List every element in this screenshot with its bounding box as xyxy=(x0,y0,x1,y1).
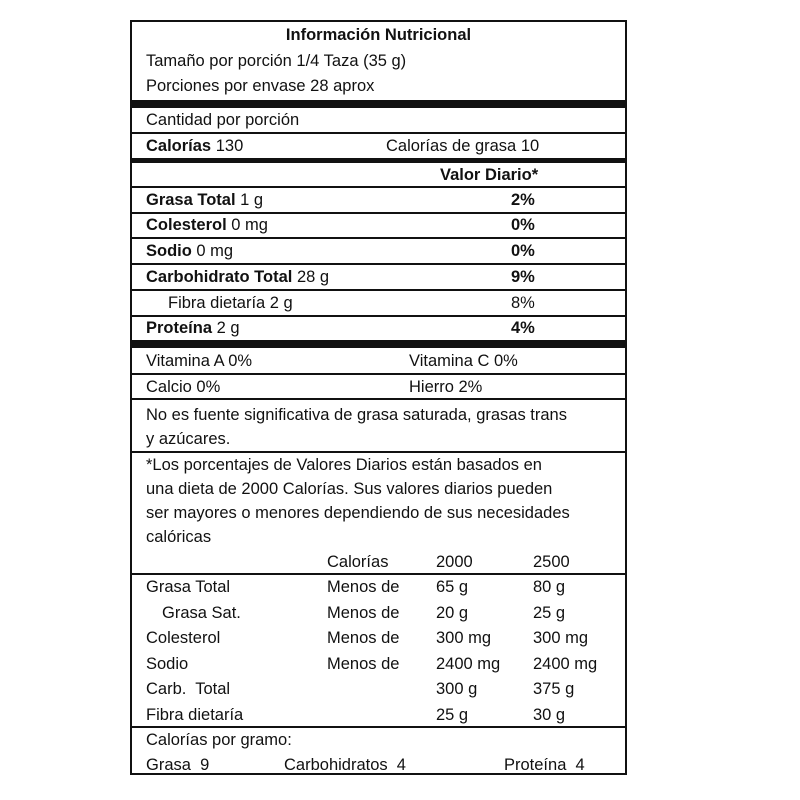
nutrient-dv: 2% xyxy=(511,191,535,209)
ref-row-qualifier: Menos de xyxy=(327,655,400,673)
nutrient-amount: 28 g xyxy=(296,268,330,286)
nutrient-name: Colesterol xyxy=(146,216,227,234)
ref-row-qualifier: Menos de xyxy=(327,604,400,622)
ref-row-2000: 65 g xyxy=(436,578,469,596)
servings-per-container: Porciones por envase 28 aprox xyxy=(146,77,375,95)
note-line: No es fuente significativa de grasa saturada, grasas trans xyxy=(146,406,567,424)
ref-row-qualifier: Menos de xyxy=(327,629,400,647)
divider xyxy=(132,398,625,400)
footnote-line: *Los porcentajes de Valores Diarios están basados en xyxy=(146,456,542,474)
vitamin-a: Vitamina A 0% xyxy=(146,352,253,370)
divider xyxy=(132,289,625,291)
cpg-carbs: Carbohidratos 4 xyxy=(284,756,406,774)
nutrient-row-fiber: Fibra dietaría 2 g xyxy=(168,294,293,312)
nutrition-facts-label xyxy=(130,20,627,775)
serving-size: Tamaño por porción 1/4 Taza (35 g) xyxy=(146,52,407,70)
ref-row-label: Grasa Total xyxy=(146,578,231,596)
ref-row-2000: 2400 mg xyxy=(436,655,501,673)
ref-row-2000: 300 mg xyxy=(436,629,492,647)
ref-row-2500: 30 g xyxy=(533,706,566,724)
nutrient-amount: 2 g xyxy=(216,319,240,337)
ref-row-2000: 300 g xyxy=(436,680,478,698)
divider xyxy=(132,132,625,134)
ref-row-label: Fibra dietaría xyxy=(146,706,244,724)
ref-row-2000: 20 g xyxy=(436,604,469,622)
divider xyxy=(132,315,625,317)
ref-header-2500: 2500 xyxy=(533,553,570,571)
nutrient-row-cholesterol xyxy=(146,215,268,235)
cpg-protein: Proteína 4 xyxy=(504,756,585,774)
fat-calories: Calorías de grasa 10 xyxy=(386,137,540,155)
nutrient-amount: 0 mg xyxy=(231,216,268,234)
ref-row-2000: 25 g xyxy=(436,706,469,724)
thick-divider xyxy=(132,100,625,108)
nutrient-dv: 0% xyxy=(511,242,535,260)
label-title: Información Nutricional xyxy=(285,26,472,44)
note-line: y azúcares. xyxy=(146,430,231,448)
divider xyxy=(132,726,625,728)
nutrient-name: Carbohidrato Total xyxy=(146,268,293,286)
footnote-line: ser mayores o menores dependiendo de sus necesidades xyxy=(146,504,570,522)
nutrient-row-carbohydrate xyxy=(146,267,329,287)
calories-row xyxy=(146,136,243,156)
nutrient-row-protein xyxy=(146,318,240,338)
ref-row-2500: 375 g xyxy=(533,680,575,698)
ref-row-label: Carb. Total xyxy=(146,680,231,698)
ref-header-calories: Calorías xyxy=(327,553,389,571)
nutrient-name: Sodio xyxy=(146,242,192,260)
divider xyxy=(132,373,625,375)
calories-per-gram-label: Calorías por gramo: xyxy=(146,731,292,749)
footnote-line: una dieta de 2000 Calorías. Sus valores diarios pueden xyxy=(146,480,553,498)
ref-row-2500: 2400 mg xyxy=(533,655,598,673)
divider xyxy=(132,186,625,188)
nutrient-amount: 1 g xyxy=(240,191,264,209)
calories-value: 130 xyxy=(215,137,244,155)
divider xyxy=(132,451,625,453)
nutrient-name: Grasa Total xyxy=(146,191,236,209)
nutrient-row-total-fat xyxy=(146,190,263,210)
ref-header-2000: 2000 xyxy=(436,553,473,571)
calcium: Calcio 0% xyxy=(146,378,221,396)
cpg-fat: Grasa 9 xyxy=(146,756,210,774)
ref-row-label: Sodio xyxy=(146,655,189,673)
nutrient-name: Proteína xyxy=(146,319,213,337)
ref-row-qualifier: Menos de xyxy=(327,578,400,596)
daily-value-header: Valor Diario* xyxy=(440,166,539,184)
ref-row-label: Grasa Sat. xyxy=(162,604,241,622)
nutrient-row-sodium xyxy=(146,241,233,261)
divider xyxy=(132,263,625,265)
ref-row-2500: 80 g xyxy=(533,578,566,596)
ref-row-label: Colesterol xyxy=(146,629,221,647)
ref-row-2500: 300 mg xyxy=(533,629,589,647)
nutrient-dv: 0% xyxy=(511,216,535,234)
nutrient-dv: 8% xyxy=(511,294,535,312)
medium-divider xyxy=(132,158,625,163)
ref-row-2500: 25 g xyxy=(533,604,566,622)
footnote-line: calóricas xyxy=(146,528,212,546)
divider xyxy=(132,573,625,575)
iron: Hierro 2% xyxy=(409,378,483,396)
divider xyxy=(132,237,625,239)
amount-per-serving: Cantidad por porción xyxy=(146,111,300,129)
vitamin-c: Vitamina C 0% xyxy=(409,352,518,370)
nutrient-dv: 4% xyxy=(511,319,535,337)
calories-label: Calorías xyxy=(146,137,212,155)
nutrient-amount: 0 mg xyxy=(196,242,234,260)
divider xyxy=(132,212,625,214)
nutrient-dv: 9% xyxy=(511,268,535,286)
thick-divider xyxy=(132,340,625,348)
